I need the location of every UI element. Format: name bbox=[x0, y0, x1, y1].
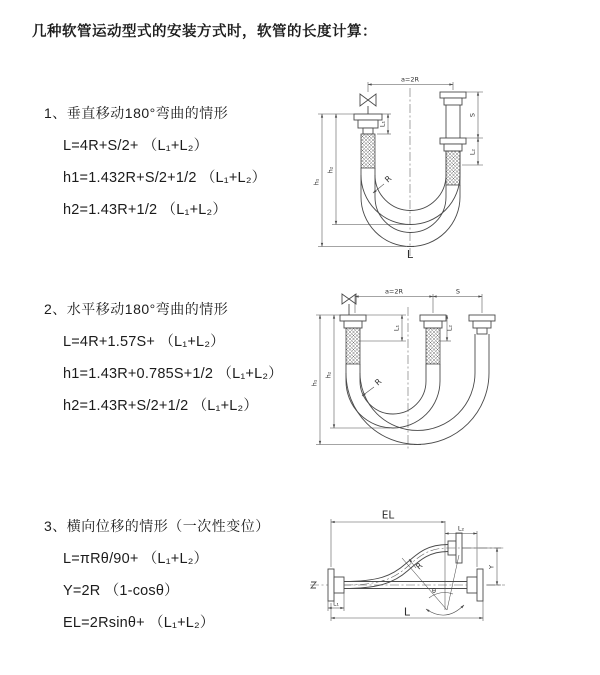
diagram-horizontal-move-180-bend bbox=[308, 283, 593, 458]
left-end-fitting bbox=[340, 315, 366, 328]
hose-braid bbox=[361, 134, 375, 168]
right-end-fitting-lower bbox=[440, 138, 466, 151]
right-end-fitting-displaced bbox=[469, 315, 495, 334]
dim-label-h2: h₂ bbox=[326, 166, 335, 174]
middle-end-fitting bbox=[420, 315, 446, 328]
radius-label: R bbox=[383, 173, 394, 185]
section-2 bbox=[44, 299, 319, 415]
dim-label-s: S bbox=[455, 287, 461, 296]
dimension-s bbox=[433, 294, 482, 313]
dimension-el bbox=[331, 519, 445, 567]
dim-label-h1: h₁ bbox=[312, 178, 321, 186]
section-3-heading: 3、横向位移的情形（一次性变位） bbox=[44, 518, 270, 534]
length-label: L bbox=[403, 605, 411, 619]
formula-line: Y=2R （1-cosθ） bbox=[63, 583, 179, 599]
dim-label-a2r: a=2R bbox=[384, 287, 404, 296]
hose-displaced-position bbox=[344, 533, 462, 589]
section-1 bbox=[44, 103, 319, 219]
radius-callout bbox=[362, 387, 374, 396]
hose-braid bbox=[346, 328, 360, 364]
dim-label-h2: h₂ bbox=[324, 371, 333, 379]
formula-line: h2=1.43R+1/2 （L₁+L₂） bbox=[63, 202, 228, 218]
dim-label-h1: h₁ bbox=[310, 379, 319, 387]
dimension-a2r bbox=[368, 82, 453, 92]
hose-braid bbox=[446, 151, 460, 185]
valve-icon bbox=[360, 94, 376, 114]
formula-line: h1=1.432R+S/2+1/2 （L₁+L₂） bbox=[63, 170, 267, 186]
formula-line: L=πRθ/90+ （L₁+L₂） bbox=[63, 551, 209, 567]
section-3 bbox=[44, 516, 319, 632]
right-end-fitting-upper bbox=[440, 92, 466, 105]
radius-label: R bbox=[414, 560, 425, 572]
formula-line: L=4R+1.57S+ （L₁+L₂） bbox=[63, 334, 225, 350]
section-1-heading: 1、垂直移动180°弯曲的情形 bbox=[44, 105, 229, 121]
valve-icon bbox=[342, 294, 356, 315]
dim-label-l1: L₁ bbox=[378, 120, 387, 128]
length-label: L bbox=[406, 248, 414, 260]
section-2-heading: 2、水平移动180°弯曲的情形 bbox=[44, 301, 229, 317]
formula-line: h1=1.43R+0.785S+1/2 （L₁+L₂） bbox=[63, 366, 283, 382]
formula-line: EL=2Rsinθ+ （L₁+L₂） bbox=[63, 615, 215, 631]
dim-label-l1: L₁ bbox=[333, 600, 339, 608]
dim-label-a2r: a=2R bbox=[400, 75, 420, 84]
dim-label-l1: L₁ bbox=[392, 324, 401, 332]
radius-label: R bbox=[373, 376, 384, 388]
dim-label-l2: L₂ bbox=[457, 524, 465, 533]
hose-braid bbox=[426, 328, 440, 364]
diagram-lateral-displacement bbox=[300, 505, 600, 660]
diagram-vertical-move-180-bend bbox=[310, 70, 590, 260]
page-title: 几种软管运动型式的安装方式时，软管的长度计算： bbox=[32, 24, 377, 40]
dim-label-l2: L₂ bbox=[445, 324, 454, 332]
dim-label-l2: L₂ bbox=[468, 148, 477, 156]
formula-line: h2=1.43R+S/2+1/2 （L₁+L₂） bbox=[63, 398, 259, 414]
dim-label-y: Y bbox=[487, 565, 496, 569]
dim-label-s: S bbox=[468, 112, 477, 118]
left-flange-fitting bbox=[328, 569, 344, 601]
formula-line: L=4R+S/2+ （L₁+L₂） bbox=[63, 138, 209, 154]
dimension-h1 bbox=[316, 315, 414, 445]
dim-label-el: EL bbox=[381, 509, 395, 522]
dimension-a2r bbox=[355, 294, 433, 313]
angle-label: θ bbox=[432, 587, 436, 595]
